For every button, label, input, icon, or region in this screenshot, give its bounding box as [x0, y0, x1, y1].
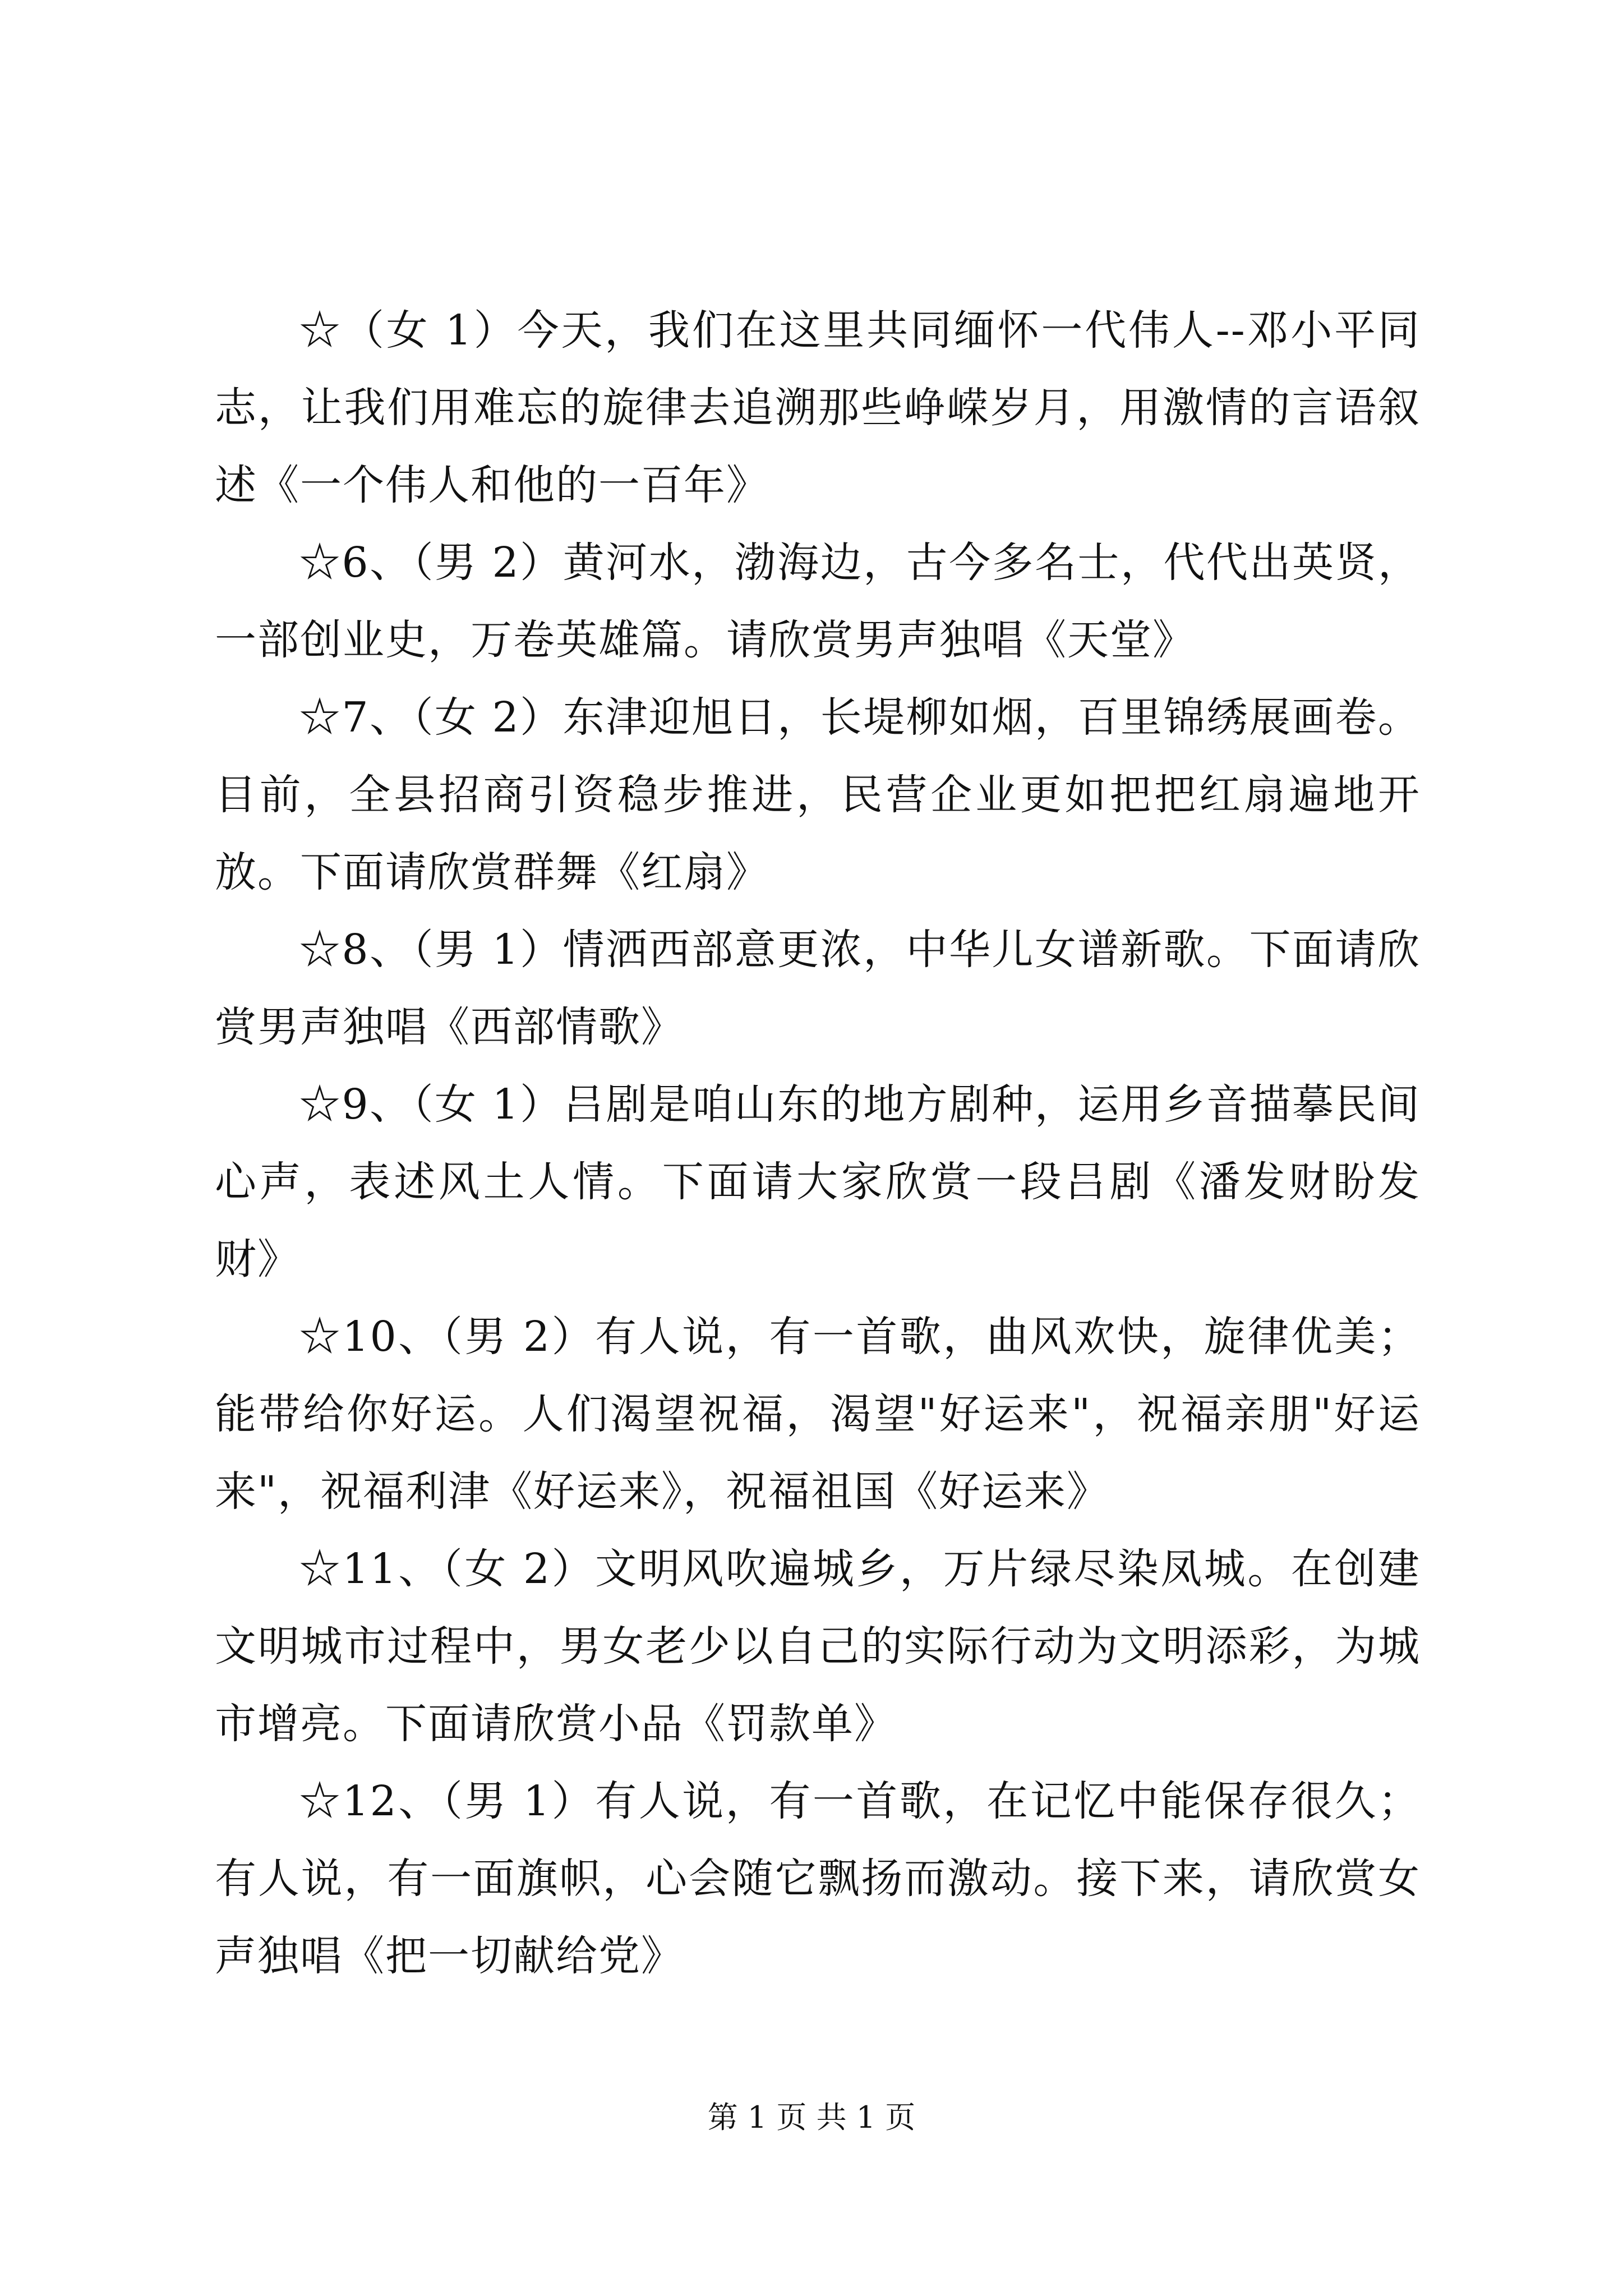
paragraph: ☆（女 1）今天，我们在这里共同缅怀一代伟人--邓小平同志，让我们用难忘的旋律去追溯那些峥嵘岁月，用激情的言语叙述《一个伟人和他的一百年》 — [215, 306, 1421, 509]
page-footer: 第 1 页 共 1 页 — [707, 2100, 916, 2135]
paragraph: ☆12、（男 1）有人说，有一首歌，在记忆中能保存很久；有人说，有一面旗帜，心会随它飘扬而激动。接下来，请欣赏女声独唱《把一切献给党》 — [215, 1777, 1421, 1980]
paragraph: ☆6、（男 2）黄河水，渤海边，古今多名士，代代出英贤，一部创业史，万卷英雄篇。请欣赏男声独唱《天堂》 — [215, 539, 1421, 664]
paragraph: ☆7、（女 2）东津迎旭日，长堤柳如烟，百里锦绣展画卷。目前，全县招商引资稳步推进，民营企业更如把把红扇遍地开放。下面请欣赏群舞《红扇》 — [215, 693, 1421, 896]
document-body — [215, 292, 1421, 1995]
paragraph: ☆10、（男 2）有人说，有一首歌，曲风欢快，旋律优美；能带给你好运。人们渴望祝福，渴望"好运来"，祝福亲朋"好运来"，祝福利津《好运来》，祝福祖国《好运来》 — [215, 1313, 1421, 1516]
paragraph: ☆9、（女 1）吕剧是咱山东的地方剧种，运用乡音描摹民间心声，表述风土人情。下面请大家欣赏一段吕剧《潘发财盼发财》 — [215, 1080, 1421, 1283]
paragraph: ☆11、（女 2）文明风吹遍城乡，万片绿尽染凤城。在创建文明城市过程中，男女老少以自己的实际行动为文明添彩，为城市增亮。下面请欣赏小品《罚款单》 — [215, 1545, 1421, 1748]
paragraph: ☆8、（男 1）情洒西部意更浓，中华儿女谱新歌。下面请欣赏男声独唱《西部情歌》 — [215, 926, 1421, 1051]
